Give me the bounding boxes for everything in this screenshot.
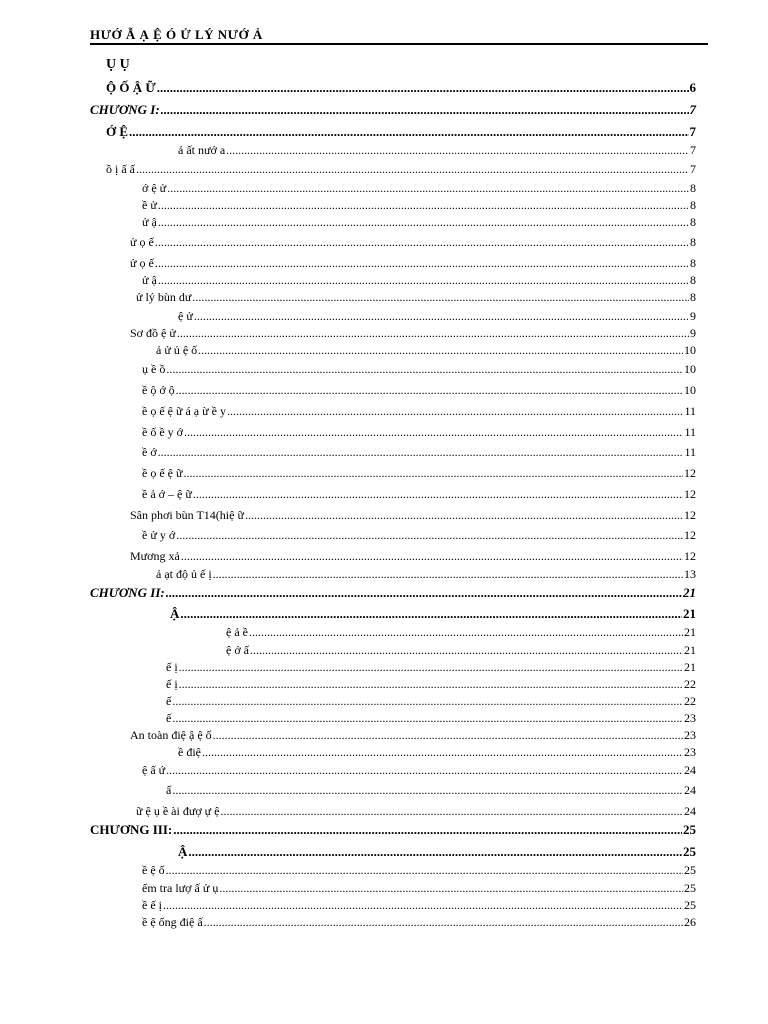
toc-entry-label: CHƯƠNG III:: [90, 822, 173, 837]
toc-entry[interactable]: [106, 80, 696, 96]
toc-entry-label: ả ử ủ ệ ố: [156, 343, 198, 357]
toc-entry-label: ệ ả ề: [226, 625, 248, 639]
toc-entry-label: ề ệ ố: [142, 863, 165, 877]
toc-entry-label: CHƯƠNG I:: [90, 102, 160, 117]
toc-entry[interactable]: [130, 325, 696, 341]
toc-entry-label: ớ ệ ử: [142, 181, 167, 195]
dot-leader: [136, 161, 689, 177]
toc-entry[interactable]: [178, 308, 696, 324]
dot-leader: [198, 342, 683, 358]
toc-entry[interactable]: [166, 693, 696, 709]
toc-entry-label: ề ệ ống điệ ấ: [142, 915, 203, 929]
toc-entry[interactable]: [142, 880, 696, 896]
toc-entry[interactable]: [142, 272, 696, 288]
toc-entry[interactable]: [106, 161, 696, 177]
dot-leader: [166, 862, 683, 878]
toc-entry[interactable]: [226, 642, 696, 658]
toc-entry[interactable]: [156, 342, 696, 358]
toc-entry-page-number: 8: [690, 273, 696, 287]
toc-entry-label: CHƯƠNG II:: [90, 585, 165, 600]
toc-entry-label: ử lý bùn dư: [136, 290, 192, 304]
toc-entry-page-number: 21: [684, 660, 696, 674]
toc-entry-page-number: 24: [684, 763, 696, 777]
toc-entry-page-number: 23: [684, 711, 696, 725]
dot-leader: [179, 659, 683, 675]
toc-entry[interactable]: [166, 676, 696, 692]
toc-entry-page-number: 21: [683, 585, 696, 600]
toc-entry[interactable]: [90, 822, 696, 838]
dot-leader: [157, 80, 689, 96]
toc-entry-label: Ậ: [178, 844, 188, 859]
toc-entry-label: ề ố ề y ớ: [142, 425, 183, 439]
toc-entry-page-number: 10: [684, 362, 696, 376]
dot-leader: [166, 361, 683, 377]
toc-entry[interactable]: [142, 361, 696, 377]
toc-entry-label: ểm tra lượ ấ ử ụ: [142, 881, 219, 895]
toc-entry-page-number: 25: [684, 863, 696, 877]
toc-entry[interactable]: [142, 527, 696, 543]
toc-entry-page-number: 9: [690, 309, 696, 323]
toc-entry[interactable]: [166, 659, 696, 675]
dot-leader: [166, 762, 683, 778]
toc-entry-label: An toàn điệ ậ ệ ố: [130, 728, 212, 742]
toc-entry-label: ế: [166, 694, 172, 708]
dot-leader: [158, 214, 689, 230]
toc-entry-page-number: 21: [683, 606, 696, 621]
dot-leader: [213, 727, 683, 743]
toc-entry-label: ề ọ ế ệ ữ: [142, 466, 183, 480]
toc-entry-label: ệ ớ ấ: [226, 643, 249, 657]
toc-entry[interactable]: [130, 255, 696, 271]
toc-entry[interactable]: [136, 803, 696, 819]
toc-entry-label: ề ớ: [142, 445, 157, 459]
toc-entry[interactable]: [142, 382, 696, 398]
dot-leader: [158, 272, 689, 288]
dot-leader: [161, 102, 689, 118]
toc-entry-page-number: 12: [684, 508, 696, 522]
toc-entry-page-number: 8: [690, 181, 696, 195]
toc-entry[interactable]: [130, 548, 696, 564]
toc-entry-label: ế ị: [166, 677, 178, 691]
dot-leader: [176, 382, 683, 398]
toc-entry-label: ề ộ ớ ộ: [142, 383, 175, 397]
dot-leader: [226, 142, 689, 158]
toc-entry-label: ả ạt độ ủ ế ị: [156, 567, 212, 581]
dot-leader: [183, 465, 683, 481]
toc-entry-label: ề điệ: [178, 745, 201, 759]
toc-entry-page-number: 12: [684, 549, 696, 563]
toc-entry-page-number: 7: [690, 143, 696, 157]
dot-leader: [188, 844, 682, 860]
toc-entry-label: Mương xả: [130, 549, 180, 563]
toc-entry-page-number: 21: [684, 643, 696, 657]
toc-entry[interactable]: [142, 897, 696, 913]
toc-entry[interactable]: [136, 289, 696, 305]
toc-entry-page-number: 8: [690, 235, 696, 249]
toc-entry-page-number: 12: [684, 487, 696, 501]
toc-entry-label: ề ử: [142, 198, 157, 212]
toc-entry-page-number: 10: [684, 343, 696, 357]
dot-leader: [250, 642, 683, 658]
dot-leader: [194, 308, 689, 324]
toc-entry-page-number: 24: [684, 804, 696, 818]
toc-entry-label: Sơ đồ ệ ử: [130, 326, 176, 340]
toc-entry[interactable]: [142, 180, 696, 196]
toc-entry[interactable]: [178, 844, 696, 860]
toc-entry-page-number: 9: [690, 326, 696, 340]
toc-entry-label: ệ ử: [178, 309, 193, 323]
toc-entry[interactable]: [90, 102, 696, 118]
dot-leader: [221, 803, 684, 819]
toc-entry[interactable]: [142, 486, 696, 502]
document-header: HƯỚ Ẫ Ạ Ệ Ó Ử LÝ NƯỚ Ả: [90, 27, 708, 45]
toc-entry-label: ệ ấ ứ: [142, 763, 166, 777]
toc-entry-page-number: 12: [684, 466, 696, 480]
toc-entry[interactable]: [142, 862, 696, 878]
toc-entry-label: Ớ Ệ: [106, 124, 129, 139]
dot-leader: [172, 782, 683, 798]
dot-leader: [155, 234, 689, 250]
toc-entry-page-number: 11: [684, 404, 696, 418]
toc-entry-page-number: 11: [684, 445, 696, 459]
toc-entry-label: Ậ: [170, 606, 180, 621]
dot-leader: [158, 444, 684, 460]
toc-entry-page-number: 22: [684, 694, 696, 708]
toc-entry-label: ữ ệ ụ ề ài đượ ự ệ: [136, 804, 220, 818]
toc-entry-page-number: 25: [683, 822, 696, 837]
dot-leader: [176, 527, 683, 543]
dot-leader: [249, 624, 683, 640]
toc-entry-page-number: 7: [689, 124, 696, 139]
toc-entry[interactable]: [142, 214, 696, 230]
toc-entry-page-number: 25: [683, 844, 696, 859]
toc-entry-page-number: 11: [684, 425, 696, 439]
toc-entry-label: ề ọ ế ệ ữ á ạ ừ ề y: [142, 404, 226, 418]
toc-entry-label: Ộ Ố Ậ Ữ: [106, 80, 156, 95]
toc-entry-page-number: 25: [684, 881, 696, 895]
toc-entry-label: ế: [166, 711, 172, 725]
toc-entry-label: ế ị: [166, 660, 178, 674]
toc-entry[interactable]: [178, 744, 696, 760]
dot-leader: [193, 486, 683, 502]
toc-entry-page-number: 8: [690, 215, 696, 229]
toc-entry-page-number: 10: [684, 383, 696, 397]
dot-leader: [213, 566, 683, 582]
toc-entry[interactable]: [130, 507, 696, 523]
toc-entry[interactable]: [178, 142, 696, 158]
toc-entry-page-number: 8: [690, 256, 696, 270]
toc-entry[interactable]: [90, 585, 696, 601]
toc-entry[interactable]: [130, 727, 696, 743]
toc-entry-page-number: 6: [689, 80, 696, 95]
dot-leader: [172, 693, 683, 709]
toc-entry[interactable]: [106, 124, 696, 140]
toc-entry-page-number: 21: [684, 625, 696, 639]
toc-entry-label: ấ: [166, 783, 172, 797]
toc-entry[interactable]: [226, 624, 696, 640]
toc-entry[interactable]: [166, 782, 696, 798]
toc-entry[interactable]: [142, 914, 696, 930]
dot-leader: [179, 676, 683, 692]
toc-entry-label: ồ ị ấ ấ: [106, 162, 135, 176]
dot-leader: [184, 424, 683, 440]
toc-entry[interactable]: [142, 197, 696, 213]
toc-entry-label: ề ế ị: [142, 898, 162, 912]
toc-entry-label: ử ọ ế: [130, 235, 154, 249]
dot-leader: [219, 880, 683, 896]
dot-leader: [181, 548, 683, 564]
toc-entry[interactable]: [142, 403, 696, 419]
toc-entry[interactable]: [170, 606, 696, 622]
toc-entry-page-number: 23: [684, 745, 696, 759]
toc-entry-page-number: 7: [689, 102, 696, 117]
dot-leader: [245, 507, 683, 523]
dot-leader: [172, 710, 683, 726]
toc-entry-label: ề ử y ớ: [142, 528, 176, 542]
dot-leader: [173, 822, 682, 838]
toc-entry-page-number: 24: [684, 783, 696, 797]
toc-entry-label: Sân phơi bùn T14(hiệ ữ: [130, 508, 244, 522]
toc-entry[interactable]: [156, 566, 696, 582]
dot-leader: [166, 585, 682, 601]
toc-entry-page-number: 8: [690, 290, 696, 304]
dot-leader: [167, 180, 689, 196]
toc-entry[interactable]: [142, 444, 696, 460]
dot-leader: [177, 325, 689, 341]
toc-entry-label: ử ậ: [142, 273, 157, 287]
dot-leader: [202, 744, 683, 760]
dot-leader: [180, 606, 682, 622]
toc-entry[interactable]: [130, 234, 696, 250]
dot-leader: [227, 403, 683, 419]
dot-leader: [204, 914, 683, 930]
dot-leader: [192, 289, 689, 305]
toc-entry-page-number: 26: [684, 915, 696, 929]
toc-entry-label: ề ả ớ – ệ ữ: [142, 487, 192, 501]
toc-entry-label: ử ọ ế: [130, 256, 154, 270]
toc-entry[interactable]: [142, 465, 696, 481]
dot-leader: [155, 255, 689, 271]
toc-entry-page-number: 25: [684, 898, 696, 912]
toc-title: Ụ Ụ: [106, 57, 130, 72]
dot-leader: [129, 124, 688, 140]
toc-entry-page-number: 23: [684, 728, 696, 742]
toc-entry-page-number: 8: [690, 198, 696, 212]
toc-entry[interactable]: [166, 710, 696, 726]
toc-entry-page-number: 12: [684, 528, 696, 542]
toc-entry-label: ụ ề ồ: [142, 362, 166, 376]
dot-leader: [163, 897, 683, 913]
toc-entry-page-number: 22: [684, 677, 696, 691]
toc-entry-page-number: 13: [684, 567, 696, 581]
toc-entry[interactable]: [142, 424, 696, 440]
toc-entry[interactable]: [142, 762, 696, 778]
toc-entry-label: ả ất nướ a: [178, 143, 226, 157]
toc-entry-page-number: 7: [690, 162, 696, 176]
toc-entry-label: ử ậ: [142, 215, 157, 229]
dot-leader: [158, 197, 689, 213]
